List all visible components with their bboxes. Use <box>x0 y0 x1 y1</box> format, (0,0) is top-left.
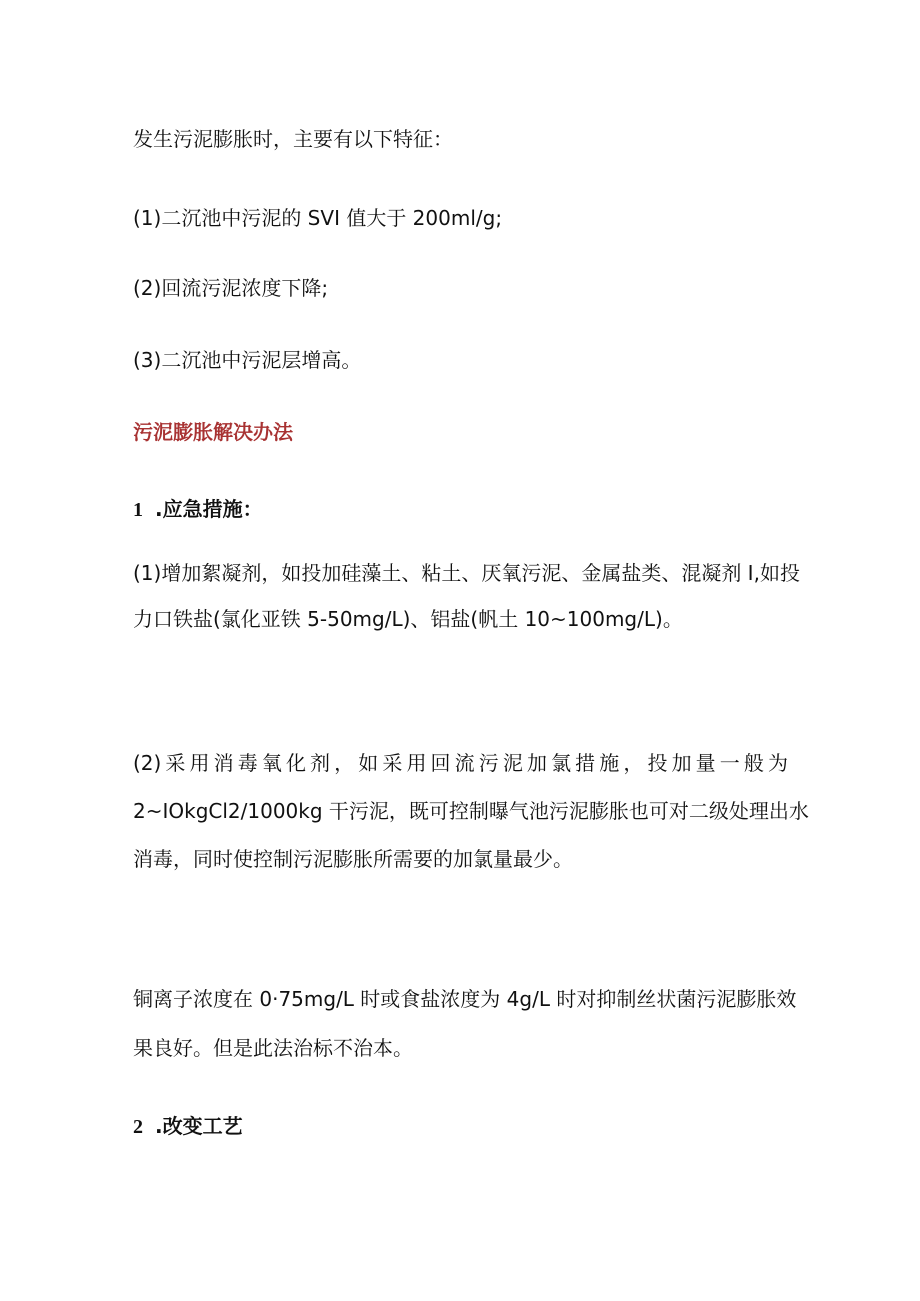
section-title: 污泥膨胀解决办法 <box>133 420 293 444</box>
measure1-line2: 力口铁盐(氯化亚铁 5-50mg/L)、铝盐(帆土 10~100mg/L)。 <box>133 607 683 631</box>
heading-label: .应急措施： <box>155 497 263 521</box>
heading-number: 2 <box>133 1116 143 1138</box>
heading-emergency-measures <box>133 496 263 523</box>
measure2-line2: 2~IOkgCl2/1000kg 干污泥，既可控制曝气池污泥膨胀也可对二级处理出水 <box>133 799 809 823</box>
measure2-line1: (2)采用消毒氧化剂，如采用回流污泥加氯措施，投加量一般为 <box>133 751 788 775</box>
measure2-line3: 消毒，同时使控制污泥膨胀所需要的加氯量最少。 <box>133 847 573 871</box>
heading-label: .改变工艺 <box>155 1114 243 1138</box>
heading-number: 1 <box>133 499 143 521</box>
feature-1: (1)二沉池中污泥的 SVI 值大于 200ml/g; <box>133 206 503 230</box>
copper-line2: 果良好。但是此法治标不治本。 <box>133 1036 413 1060</box>
heading-change-process <box>133 1113 243 1140</box>
feature-2: (2)回流污泥浓度下降; <box>133 276 329 300</box>
feature-3: (3)二沉池中污泥层增高。 <box>133 348 362 372</box>
copper-line1: 铜离子浓度在 0·75mg/L 时或食盐浓度为 4g/L 时对抑制丝状菌污泥膨胀效 <box>133 987 797 1011</box>
intro-text: 发生污泥膨胀时，主要有以下特征： <box>133 127 453 151</box>
measure1-line1: (1)增加絮凝剂，如投加硅藻土、粘土、厌氧污泥、金属盐类、混凝剂 I,如投 <box>133 561 800 585</box>
